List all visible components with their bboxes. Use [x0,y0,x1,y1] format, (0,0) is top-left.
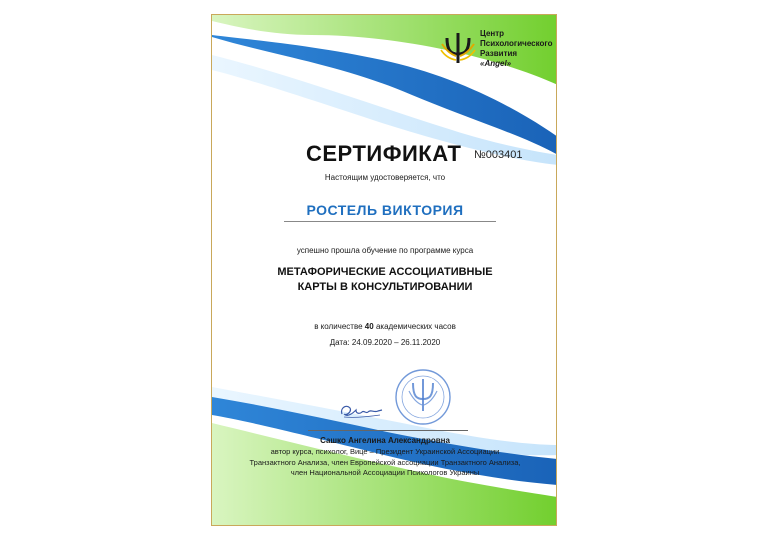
signer-role [222,447,548,479]
recipient-name: РОСТЕЛЬ ВИКТОРИЯ [306,202,464,218]
hours-suffix: академических часов [375,322,456,331]
signer-role-line-2: Транзактного Анализа, член Европейской ассоциации Транзактного Анализа, [249,457,521,467]
signature-icon [338,400,384,422]
hours-prefix: в количестве [314,322,363,331]
hours-text [212,322,557,331]
logo-line-3: Развития [480,49,518,58]
logo-line-2: Психологического [480,39,553,48]
signer-role-line-1: автор курса, психолог, Вице – Президент Украинской Ассоциации [270,447,500,456]
logo-text [480,29,553,69]
signer-role-line-3: член Национальной Ассоциации Психологов Украины [290,468,480,477]
course-title [212,265,557,295]
logo-line-1: Центр [480,29,505,38]
logo-line-4: «Angel» [480,59,512,68]
course-dates: Дата: 24.09.2020 – 26.11.2020 [329,338,441,347]
course-title-line-1: МЕТАФОРИЧЕСКИЕ АССОЦИАТИВНЫЕ [277,266,493,278]
center-logo [440,26,553,72]
signer-name: Сашко Ангелина Александровна [320,436,450,445]
psi-logo-icon [440,30,476,66]
certificate-title: СЕРТИФИКАТ [306,141,462,166]
certify-text: Настоящим удостоверяется, что [324,173,446,182]
recipient-underline [284,221,496,222]
certificate-number: №003401 [474,149,523,161]
certificate [211,14,557,526]
hours-value: 40 [364,322,374,331]
course-title-line-2: КАРТЫ В КОНСУЛЬТИРОВАНИИ [297,281,473,293]
completed-text: успешно прошла обучение по программе курса [296,246,474,255]
signature-line [308,430,468,431]
stamp-seal-icon [393,367,453,427]
